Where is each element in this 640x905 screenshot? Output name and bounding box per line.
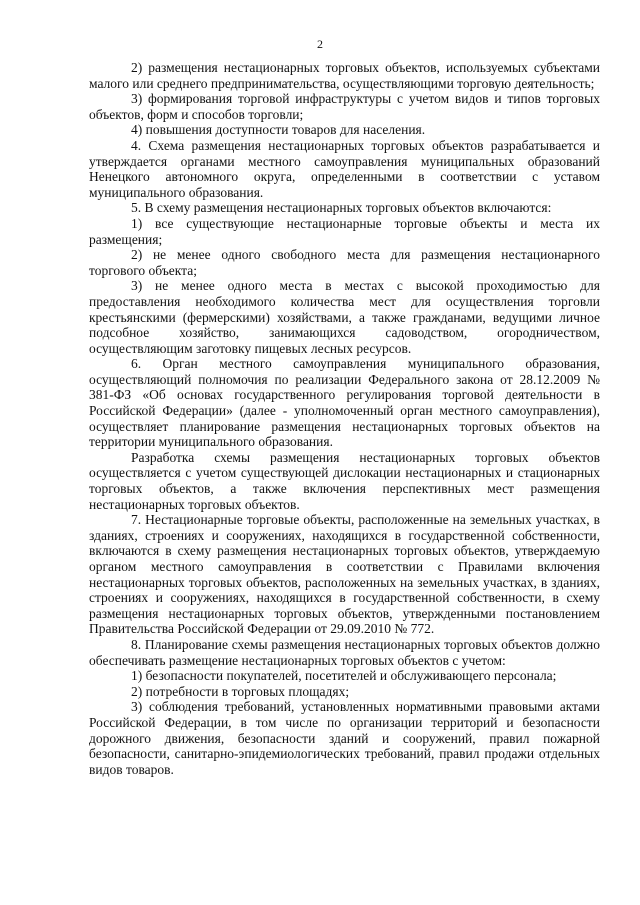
paragraph-section-8-item-1: 1) безопасности покупателей, посетителей и обслуживающего персонала; bbox=[131, 668, 557, 684]
page-number: 2 bbox=[317, 37, 323, 51]
document-body bbox=[89, 60, 600, 777]
paragraph-section-5-item-2: 2) не менее одного свободного места для размещения нестационарного торгового объекта; bbox=[89, 247, 600, 278]
paragraph-section-6: 6. Орган местного самоуправления муниципального образования, осуществляющий полномочия по реализации Федерального закона от 28.12.2009 № 381-ФЗ «Об основах государственного регулирования торговой деятельности в Российской Федерации» (далее - уполномоченный орган местного самоуправления), осуществляет планирование размещения нестационарных торговых объектов на территории муниципального образования. bbox=[89, 356, 600, 450]
paragraph-section-7: 7. Нестационарные торговые объекты, расположенные на земельных участках, в зданиях, строениях и сооружениях, находящихся в государственной собственности, включаются в схему размещения нестационарных торговых объектов, утверждаемую органом местного самоуправления в соответствии с Правилами включения нестационарных торговых объектов, расположенных на земельных участках, в зданиях, строениях и сооружениях, находящихся в государственной собственности, в схему размещения нестационарных торговых объектов, утвержденными постановлением Правительства Российской Федерации от 29.09.2010 № 772. bbox=[89, 512, 600, 637]
paragraph-section-8-item-3: 3) соблюдения требований, установленных нормативными правовыми актами Российской Федерации, в том числе по организации территорий и безопасности дорожного движения, безопасности зданий и сооружений, правил пожарной безопасности, санитарно-эпидемиологических требований, правил продажи отдельных видов товаров. bbox=[89, 699, 600, 777]
paragraph-section-8-item-2: 2) потребности в торговых площадях; bbox=[131, 683, 350, 699]
paragraph-section-6-continued: Разработка схемы размещения нестационарных торговых объектов осуществляется с учетом существующей дислокации нестационарных и стационарных торговых объектов, а также включения перспективных мест размещения нестационарных торговых объектов. bbox=[89, 449, 600, 512]
paragraph-section-5-item-3: 3) не менее одного места в местах с высокой проходимостью для предоставления необходимого количества мест для осуществления торговли крестьянскими (фермерскими) хозяйствами, а также гражданами, ведущими личное подсобное хозяйство, занимающихся садоводством, огородничеством, осуществляющим заготовку пищевых лесных ресурсов. bbox=[89, 278, 600, 356]
paragraph-section-8: 8. Планирование схемы размещения нестационарных торговых объектов должно обеспечивать размещение нестационарных торговых объектов с учетом: bbox=[89, 636, 600, 668]
paragraph-section-5-item-1: 1) все существующие нестационарные торговые объекты и места их размещения; bbox=[89, 215, 600, 247]
paragraph-item-3: 3) формирования торговой инфраструктуры с учетом видов и типов торговых объектов, форм и способов торговли; bbox=[89, 91, 600, 122]
paragraph-section-5: 5. В схему размещения нестационарных торговых объектов включаются: bbox=[131, 200, 552, 216]
paragraph-item-4: 4) повышения доступности товаров для населения. bbox=[131, 122, 426, 138]
paragraph-item-2: 2) размещения нестационарных торговых объектов, используемых субъектами малого или среднего предпринимательства, осуществляющими торговую деятельность; bbox=[89, 60, 600, 91]
paragraph-section-4: 4. Схема размещения нестационарных торговых объектов разрабатывается и утверждается органами местного самоуправления муниципальных образований Ненецкого автономного округа, определенными в соответствии с уставом муниципального образования. bbox=[89, 137, 600, 200]
